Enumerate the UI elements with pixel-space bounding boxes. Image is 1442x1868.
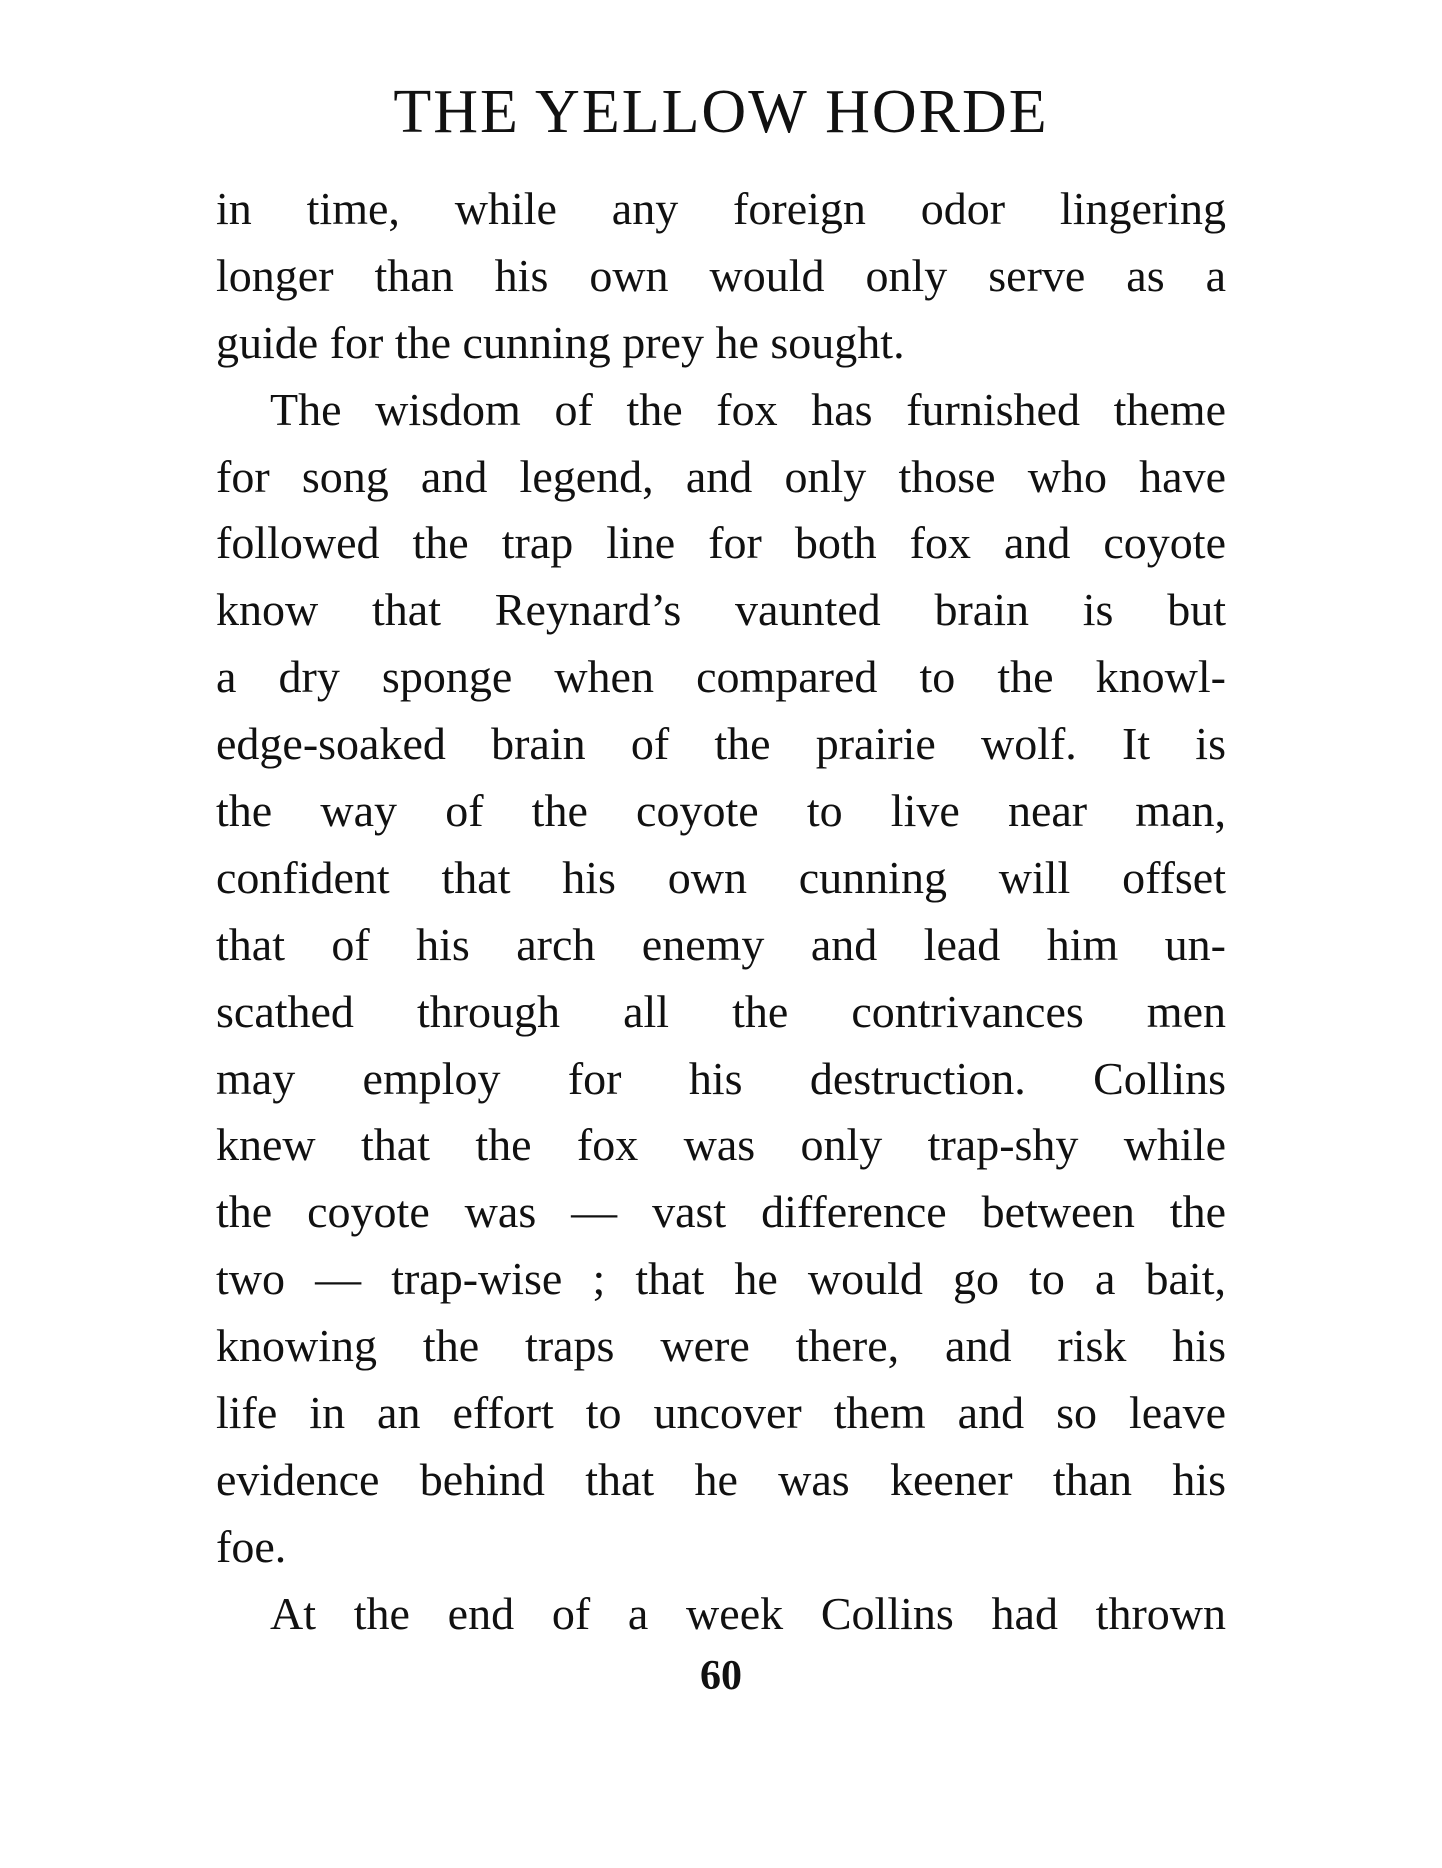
text-line: the way of the coyote to live near man, (216, 785, 1226, 837)
text-line: knew that the fox was only trap-shy while (216, 1119, 1226, 1171)
text-line: The wisdom of the fox has furnished theme (270, 383, 1226, 435)
text-line: edge-soaked brain of the prairie wolf. It is (216, 718, 1226, 770)
text-line: the coyote was — vast difference between the (216, 1186, 1226, 1238)
text-line: At the end of a week Collins had thrown (270, 1587, 1226, 1639)
running-head-title: THE YELLOW HORDE (393, 78, 1049, 146)
text-line: that of his arch enemy and lead him un- (216, 918, 1226, 970)
text-line: foe. (216, 1520, 287, 1572)
text-line: a dry sponge when compared to the knowl- (216, 651, 1226, 703)
text-line: two — trap-wise ; that he would go to a bait, (216, 1253, 1226, 1305)
text-line: know that Reynard’s vaunted brain is but (216, 584, 1226, 636)
text-line: in time, while any foreign odor lingering (216, 183, 1226, 234)
text-line: for song and legend, and only those who have (216, 450, 1226, 502)
text-line: followed the trap line for both fox and coyote (216, 517, 1226, 569)
text-line: may employ for his destruction. Collins (216, 1052, 1226, 1104)
text-line: evidence behind that he was keener than his (216, 1453, 1226, 1505)
text-line: guide for the cunning prey he sought. (216, 316, 905, 368)
text-line: life in an effort to uncover them and so leave (216, 1387, 1226, 1439)
page-number: 60 (700, 1653, 742, 1699)
text-line: scathed through all the contrivances men (216, 985, 1226, 1037)
text-line: longer than his own would only serve as a (216, 249, 1226, 301)
text-line: confident that his own cunning will offset (216, 851, 1226, 903)
text-line: knowing the traps were there, and risk his (216, 1320, 1226, 1372)
body-text (216, 176, 1226, 1648)
